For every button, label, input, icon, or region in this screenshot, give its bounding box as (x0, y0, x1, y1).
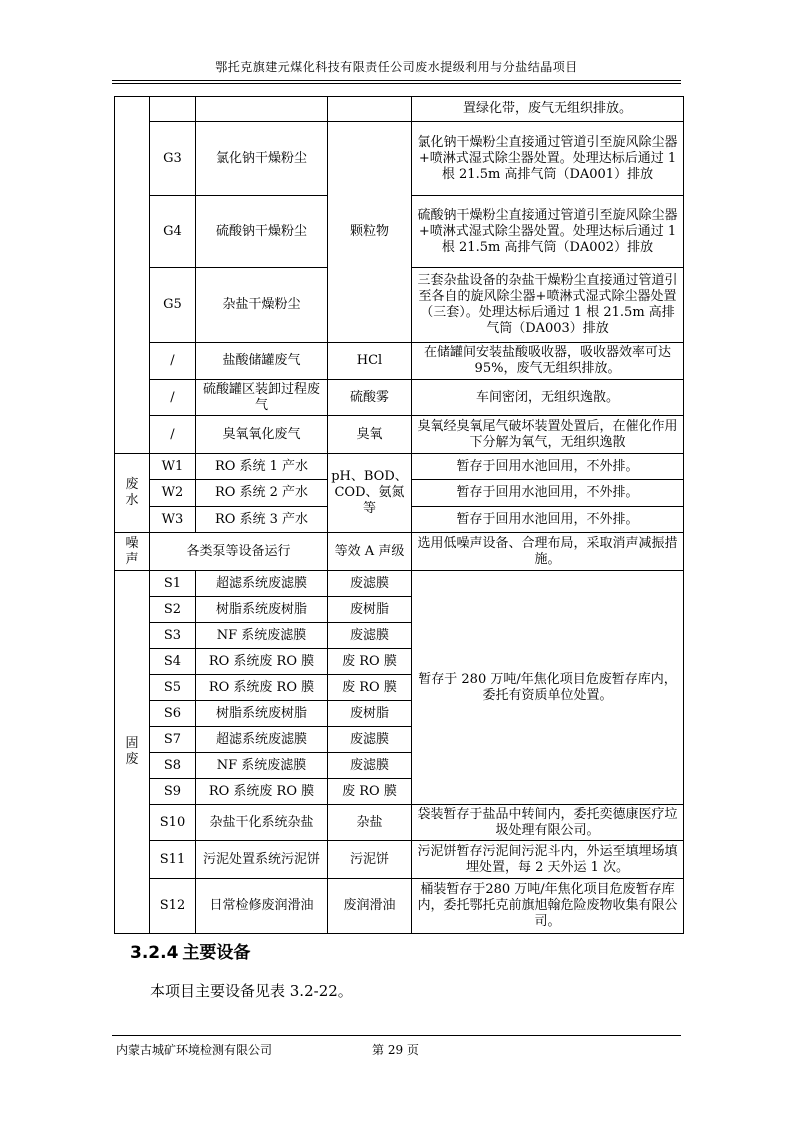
row-pollutant: 废树脂 (328, 701, 412, 727)
row-source: 树脂系统废树脂 (196, 597, 328, 623)
row-source: RO 系统 3 产水 (196, 507, 328, 533)
row-pollutant: 废滤膜 (328, 571, 412, 597)
footer-page-number: 第 29 页 (372, 1043, 419, 1057)
row-id: S9 (150, 779, 196, 805)
footer-rule (112, 1035, 681, 1036)
row-pollutant: 废 RO 膜 (328, 649, 412, 675)
section-title: 主要设备 (182, 943, 251, 963)
row-source: 硫酸罐区装卸过程废气 (196, 380, 328, 416)
row-id: S12 (150, 879, 196, 934)
row-source: RO 系统 1 产水 (196, 454, 328, 480)
row-pollutant-wastewater: pH、BOD、COD、氨氮等 (328, 454, 412, 533)
row-pollutant: 废滤膜 (328, 727, 412, 753)
row-id: W2 (150, 480, 196, 507)
category-label: 废 水 (125, 477, 139, 508)
row-measure: 三套杂盐设备的杂盐干燥粉尘直接通过管道引至各自的旋风除尘器+喷淋式湿式除尘器处置（三套）。处理达标后通过 1 根 21.5m 高排气筒（DA003）排放 (412, 268, 684, 343)
body-paragraph: 本项目主要设备见表 3.2-22。 (150, 982, 353, 1000)
row-id: G3 (150, 122, 196, 196)
section-number: 3.2.4 (130, 943, 179, 963)
row-id: S8 (150, 753, 196, 779)
row-measure: 置绿化带，废气无组织排放。 (412, 97, 684, 122)
row-id: G4 (150, 196, 196, 268)
pollution-measures-table (114, 96, 684, 934)
category-waste-gas (115, 97, 150, 454)
table-row (115, 805, 684, 841)
row-source: 臭氧氧化废气 (196, 416, 328, 454)
row-source: 日常检修废润滑油 (196, 879, 328, 934)
row-measure: 选用低噪声设备、合理布局，采取消声减振措施。 (412, 533, 684, 571)
row-pollutant (328, 97, 412, 122)
row-source: NF 系统废滤膜 (196, 623, 328, 649)
row-id: S6 (150, 701, 196, 727)
row-pollutant: 废树脂 (328, 597, 412, 623)
row-id: / (150, 416, 196, 454)
row-source: 氯化钠干燥粉尘 (196, 122, 328, 196)
row-source: 超滤系统废滤膜 (196, 571, 328, 597)
row-source: RO 系统废 RO 膜 (196, 675, 328, 701)
row-measure-shared: 暂存于 280 万吨/年焦化项目危废暂存库内，委托有资质单位处置。 (412, 571, 684, 805)
row-pollutant: 硫酸雾 (328, 380, 412, 416)
table-row (115, 380, 684, 416)
table-row (115, 571, 684, 597)
table-row (115, 122, 684, 196)
row-measure: 车间密闭，无组织逸散。 (412, 380, 684, 416)
row-id: W3 (150, 507, 196, 533)
row-id: S11 (150, 841, 196, 879)
row-id: S5 (150, 675, 196, 701)
table-row (115, 841, 684, 879)
table-row (115, 97, 684, 122)
category-label: 噪 声 (125, 535, 139, 567)
row-source: 杂盐干燥粉尘 (196, 268, 328, 343)
row-source: 盐酸储罐废气 (196, 343, 328, 380)
header-rule (112, 80, 681, 84)
row-measure: 在储罐间安装盐酸吸收器，吸收器效率可达 95%，废气无组织排放。 (412, 343, 684, 380)
table-row (115, 533, 684, 571)
category-wastewater (115, 454, 150, 533)
row-source: 超滤系统废滤膜 (196, 727, 328, 753)
row-id: S4 (150, 649, 196, 675)
row-measure: 暂存于回用水池回用，不外排。 (412, 507, 684, 533)
row-source: 杂盐干化系统杂盐 (196, 805, 328, 841)
row-measure: 暂存于回用水池回用，不外排。 (412, 454, 684, 480)
table-row (115, 343, 684, 380)
row-id: S2 (150, 597, 196, 623)
row-id: G5 (150, 268, 196, 343)
row-measure: 氯化钠干燥粉尘直接通过管道引至旋风除尘器+喷淋式湿式除尘器处置。处理达标后通过 1 根 21.5m 高排气筒（DA001）排放 (412, 122, 684, 196)
table-row (115, 416, 684, 454)
row-source: 各类泵等设备运行 (150, 533, 328, 571)
row-source (196, 97, 328, 122)
row-source: RO 系统 2 产水 (196, 480, 328, 507)
footer-company: 内蒙古城矿环境检测有限公司 (116, 1043, 273, 1057)
row-pollutant: 废 RO 膜 (328, 779, 412, 805)
row-pollutant: 废滤膜 (328, 753, 412, 779)
row-source: NF 系统废滤膜 (196, 753, 328, 779)
row-pollutant: 污泥饼 (328, 841, 412, 879)
row-pollutant: 杂盐 (328, 805, 412, 841)
category-label: 固 废 (125, 736, 139, 767)
row-id: S10 (150, 805, 196, 841)
row-id: S7 (150, 727, 196, 753)
row-measure: 暂存于回用水池回用，不外排。 (412, 480, 684, 507)
category-noise (115, 533, 150, 571)
row-id: S1 (150, 571, 196, 597)
table-row (115, 879, 684, 934)
page-header-title: 鄂托克旗建元煤化科技有限责任公司废水提级利用与分盐结晶项目 (215, 60, 578, 74)
row-measure: 臭氧经臭氧尾气破坏装置处置后，在催化作用下分解为氧气，无组织逸散 (412, 416, 684, 454)
row-pollutant: 废 RO 膜 (328, 675, 412, 701)
row-id: / (150, 380, 196, 416)
table-row (115, 454, 684, 480)
row-measure: 袋装暂存于盐品中转间内，委托奕德康医疗垃圾处理有限公司。 (412, 805, 684, 841)
category-solid-waste (115, 571, 150, 934)
row-measure: 桶装暂存于280 万吨/年焦化项目危废暂存库内，委托鄂托克前旗旭翰危险废物收集有限公司。 (412, 879, 684, 934)
row-pollutant: HCl (328, 343, 412, 380)
row-id: S3 (150, 623, 196, 649)
row-measure: 污泥饼暂存污泥间污泥斗内，外运至填埋场填埋处置，每 2 天外运 1 次。 (412, 841, 684, 879)
row-pollutant-particulate: 颗粒物 (328, 122, 412, 343)
row-id (150, 97, 196, 122)
row-id: / (150, 343, 196, 380)
row-id: W1 (150, 454, 196, 480)
section-heading (130, 938, 250, 963)
row-source: 硫酸钠干燥粉尘 (196, 196, 328, 268)
row-pollutant: 臭氧 (328, 416, 412, 454)
row-source: RO 系统废 RO 膜 (196, 649, 328, 675)
row-pollutant: 等效 A 声级 (328, 533, 412, 571)
row-source: 污泥处置系统污泥饼 (196, 841, 328, 879)
row-source: 树脂系统废树脂 (196, 701, 328, 727)
row-measure: 硫酸钠干燥粉尘直接通过管道引至旋风除尘器+喷淋式湿式除尘器处置。处理达标后通过 1 根 21.5m 高排气筒（DA002）排放 (412, 196, 684, 268)
row-pollutant: 废滤膜 (328, 623, 412, 649)
row-pollutant: 废润滑油 (328, 879, 412, 934)
row-source: RO 系统废 RO 膜 (196, 779, 328, 805)
